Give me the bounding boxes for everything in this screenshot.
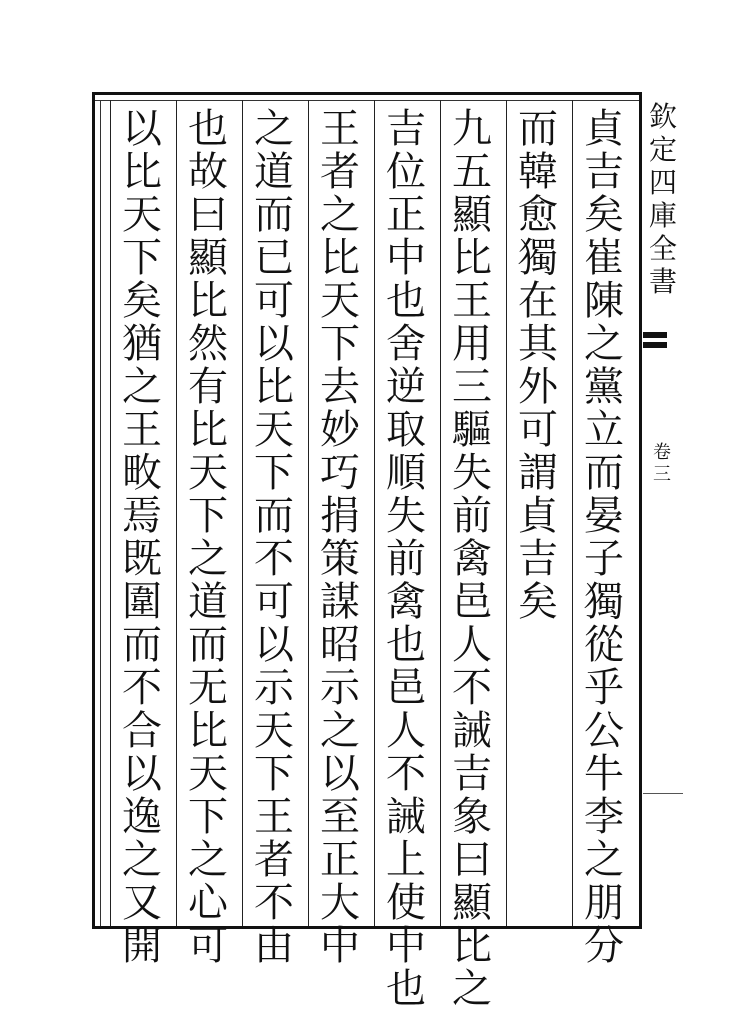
text-char: 以: [320, 751, 360, 797]
text-char: 下: [122, 235, 162, 281]
text-char: 下: [188, 493, 228, 539]
text-char: 比: [122, 149, 162, 195]
text-char: 之: [320, 192, 360, 238]
text-char: 而: [254, 493, 294, 539]
text-char: 用: [452, 321, 492, 367]
text-char: 中: [386, 923, 426, 969]
margin-volume: [648, 442, 676, 502]
text-char: 之: [188, 536, 228, 582]
text-char: 貞: [584, 106, 624, 152]
column-rule: [110, 100, 111, 926]
frame-left-border: [92, 92, 95, 929]
text-char: 也: [386, 966, 426, 1012]
text-char: 天: [320, 278, 360, 324]
text-char: 比: [188, 407, 228, 453]
text-char: 示: [254, 665, 294, 711]
text-char: 之: [584, 837, 624, 883]
text-char: 之: [452, 966, 492, 1012]
text-char: 道: [254, 149, 294, 195]
column-rule: [374, 100, 375, 926]
text-char: 之: [254, 106, 294, 152]
text-char: 顯: [188, 235, 228, 281]
text-char: 已: [254, 235, 294, 281]
text-char: 以: [254, 622, 294, 668]
text-char: 曰: [452, 837, 492, 883]
text-char: 比: [188, 708, 228, 754]
text-char: 去: [320, 364, 360, 410]
text-char: 顯: [452, 880, 492, 926]
edge-mark: [643, 793, 683, 794]
text-char: 正: [386, 192, 426, 238]
text-char: 无: [188, 665, 228, 711]
text-char: 而: [122, 622, 162, 668]
text-char: 天: [254, 407, 294, 453]
column-rule: [176, 100, 177, 926]
text-char: 王: [122, 407, 162, 453]
text-char: 天: [254, 708, 294, 754]
text-column: [377, 106, 435, 1012]
text-char: 吉: [518, 536, 558, 582]
column-rule: [308, 100, 309, 926]
text-char: 人: [386, 708, 426, 754]
text-char: 吉: [452, 751, 492, 797]
text-char: 中: [320, 923, 360, 969]
text-char: 矣: [518, 579, 558, 625]
text-char: 貞: [518, 493, 558, 539]
text-char: 九: [452, 106, 492, 152]
text-char: 從: [584, 622, 624, 668]
text-char: 天: [188, 751, 228, 797]
text-column: [575, 106, 633, 969]
text-char: 誡: [452, 708, 492, 754]
text-char: 外: [518, 364, 558, 410]
text-char: 牛: [584, 751, 624, 797]
margin-title: [643, 100, 683, 300]
margin-title-char: 定: [648, 133, 677, 166]
text-char: 以: [254, 321, 294, 367]
text-char: 獨: [584, 579, 624, 625]
text-char: 妙: [320, 407, 360, 453]
column-rule: [440, 100, 441, 926]
text-char: 以: [122, 751, 162, 797]
text-char: 比: [320, 235, 360, 281]
text-char: 子: [584, 536, 624, 582]
column-rule: [242, 100, 243, 926]
text-char: 故: [188, 149, 228, 195]
text-char: 圍: [122, 579, 162, 625]
text-char: 畋: [122, 450, 162, 496]
margin-title-char: 欽: [648, 100, 677, 133]
text-char: 猶: [122, 321, 162, 367]
text-char: 禽: [452, 536, 492, 582]
text-char: 而: [584, 450, 624, 496]
text-char: 下: [188, 794, 228, 840]
text-char: 而: [254, 192, 294, 238]
text-char: 吉: [386, 106, 426, 152]
text-char: 立: [584, 407, 624, 453]
frame-left-inner-border: [100, 100, 101, 926]
text-char: 三: [452, 364, 492, 410]
text-char: 昭: [320, 622, 360, 668]
text-char: 人: [452, 622, 492, 668]
text-char: 之: [320, 708, 360, 754]
text-char: 晏: [584, 493, 624, 539]
text-char: 下: [254, 450, 294, 496]
text-char: 黨: [584, 364, 624, 410]
text-column: [509, 108, 567, 918]
text-char: 曰: [188, 192, 228, 238]
text-column: [113, 106, 171, 969]
text-char: 在: [518, 278, 558, 324]
text-char: 也: [188, 106, 228, 152]
text-char: 分: [584, 923, 624, 969]
text-char: 由: [254, 923, 294, 969]
text-char: 不: [254, 880, 294, 926]
text-char: 乎: [584, 665, 624, 711]
text-char: 舍: [386, 321, 426, 367]
text-char: 也: [386, 622, 426, 668]
text-char: 獨: [518, 235, 558, 281]
text-char: 矣: [122, 278, 162, 324]
text-char: 朋: [584, 880, 624, 926]
text-char: 可: [254, 579, 294, 625]
text-char: 前: [452, 493, 492, 539]
text-char: 逸: [122, 794, 162, 840]
text-char: 又: [122, 880, 162, 926]
text-char: 之: [122, 364, 162, 410]
text-char: 不: [452, 665, 492, 711]
text-char: 合: [122, 708, 162, 754]
text-char: 大: [320, 880, 360, 926]
text-char: 前: [386, 536, 426, 582]
text-char: 韓: [518, 149, 558, 195]
text-char: 者: [320, 149, 360, 195]
margin-title-char: 四: [648, 166, 677, 199]
text-char: 比: [452, 923, 492, 969]
text-char: 比: [254, 364, 294, 410]
text-char: 位: [386, 149, 426, 195]
text-char: 策: [320, 536, 360, 582]
text-char: 順: [386, 450, 426, 496]
margin-volume-char: 卷: [653, 442, 671, 463]
text-char: 天: [188, 450, 228, 496]
text-char: 可: [254, 278, 294, 324]
text-char: 捐: [320, 493, 360, 539]
text-char: 道: [188, 579, 228, 625]
text-char: 愈: [518, 192, 558, 238]
text-char: 巧: [320, 450, 360, 496]
frame-top-inner-border: [92, 100, 641, 101]
text-column: [443, 106, 501, 1012]
text-char: 可: [518, 407, 558, 453]
text-char: 示: [320, 665, 360, 711]
text-column: [179, 106, 237, 969]
text-char: 謀: [320, 579, 360, 625]
fish-tail-mark-gap: [643, 338, 667, 342]
text-char: 顯: [452, 192, 492, 238]
text-column: [311, 106, 369, 969]
text-char: 可: [188, 923, 228, 969]
text-char: 失: [386, 493, 426, 539]
column-rule: [572, 100, 573, 926]
column-rule: [506, 100, 507, 926]
text-char: 正: [320, 837, 360, 883]
text-char: 矣: [584, 192, 624, 238]
text-char: 誡: [386, 794, 426, 840]
text-char: 使: [386, 880, 426, 926]
text-char: 天: [122, 192, 162, 238]
text-char: 而: [518, 106, 558, 152]
text-char: 之: [122, 837, 162, 883]
margin-title-char: 全: [648, 232, 677, 265]
text-char: 至: [320, 794, 360, 840]
text-char: 下: [254, 751, 294, 797]
text-char: 謂: [518, 450, 558, 496]
text-char: 以: [122, 106, 162, 152]
text-char: 王: [452, 278, 492, 324]
text-char: 心: [188, 880, 228, 926]
text-char: 而: [188, 622, 228, 668]
text-char: 失: [452, 450, 492, 496]
text-char: 崔: [584, 235, 624, 281]
text-char: 上: [386, 837, 426, 883]
margin-volume-char: 三: [653, 464, 671, 485]
frame-right-border: [639, 92, 642, 929]
text-char: 中: [386, 235, 426, 281]
text-char: 之: [584, 321, 624, 367]
text-char: 李: [584, 794, 624, 840]
margin-title-char: 書: [648, 265, 677, 298]
text-char: 不: [122, 665, 162, 711]
text-char: 開: [122, 923, 162, 969]
text-char: 邑: [452, 579, 492, 625]
text-char: 吉: [584, 149, 624, 195]
text-char: 公: [584, 708, 624, 754]
text-column: [245, 106, 303, 969]
text-char: 比: [452, 235, 492, 281]
text-char: 不: [254, 536, 294, 582]
text-char: 陳: [584, 278, 624, 324]
text-char: 王: [320, 106, 360, 152]
text-char: 也: [386, 278, 426, 324]
frame-top-border: [92, 92, 641, 95]
text-char: 之: [188, 837, 228, 883]
text-char: 取: [386, 407, 426, 453]
text-char: 者: [254, 837, 294, 883]
text-char: 不: [386, 751, 426, 797]
margin-title-char: 庫: [648, 199, 677, 232]
text-char: 象: [452, 794, 492, 840]
text-char: 既: [122, 536, 162, 582]
text-char: 禽: [386, 579, 426, 625]
text-char: 驅: [452, 407, 492, 453]
text-char: 然: [188, 321, 228, 367]
text-char: 下: [320, 321, 360, 367]
text-char: 王: [254, 794, 294, 840]
text-char: 焉: [122, 493, 162, 539]
text-char: 比: [188, 278, 228, 324]
text-char: 逆: [386, 364, 426, 410]
text-char: 邑: [386, 665, 426, 711]
text-char: 其: [518, 321, 558, 367]
text-char: 五: [452, 149, 492, 195]
text-char: 有: [188, 364, 228, 410]
